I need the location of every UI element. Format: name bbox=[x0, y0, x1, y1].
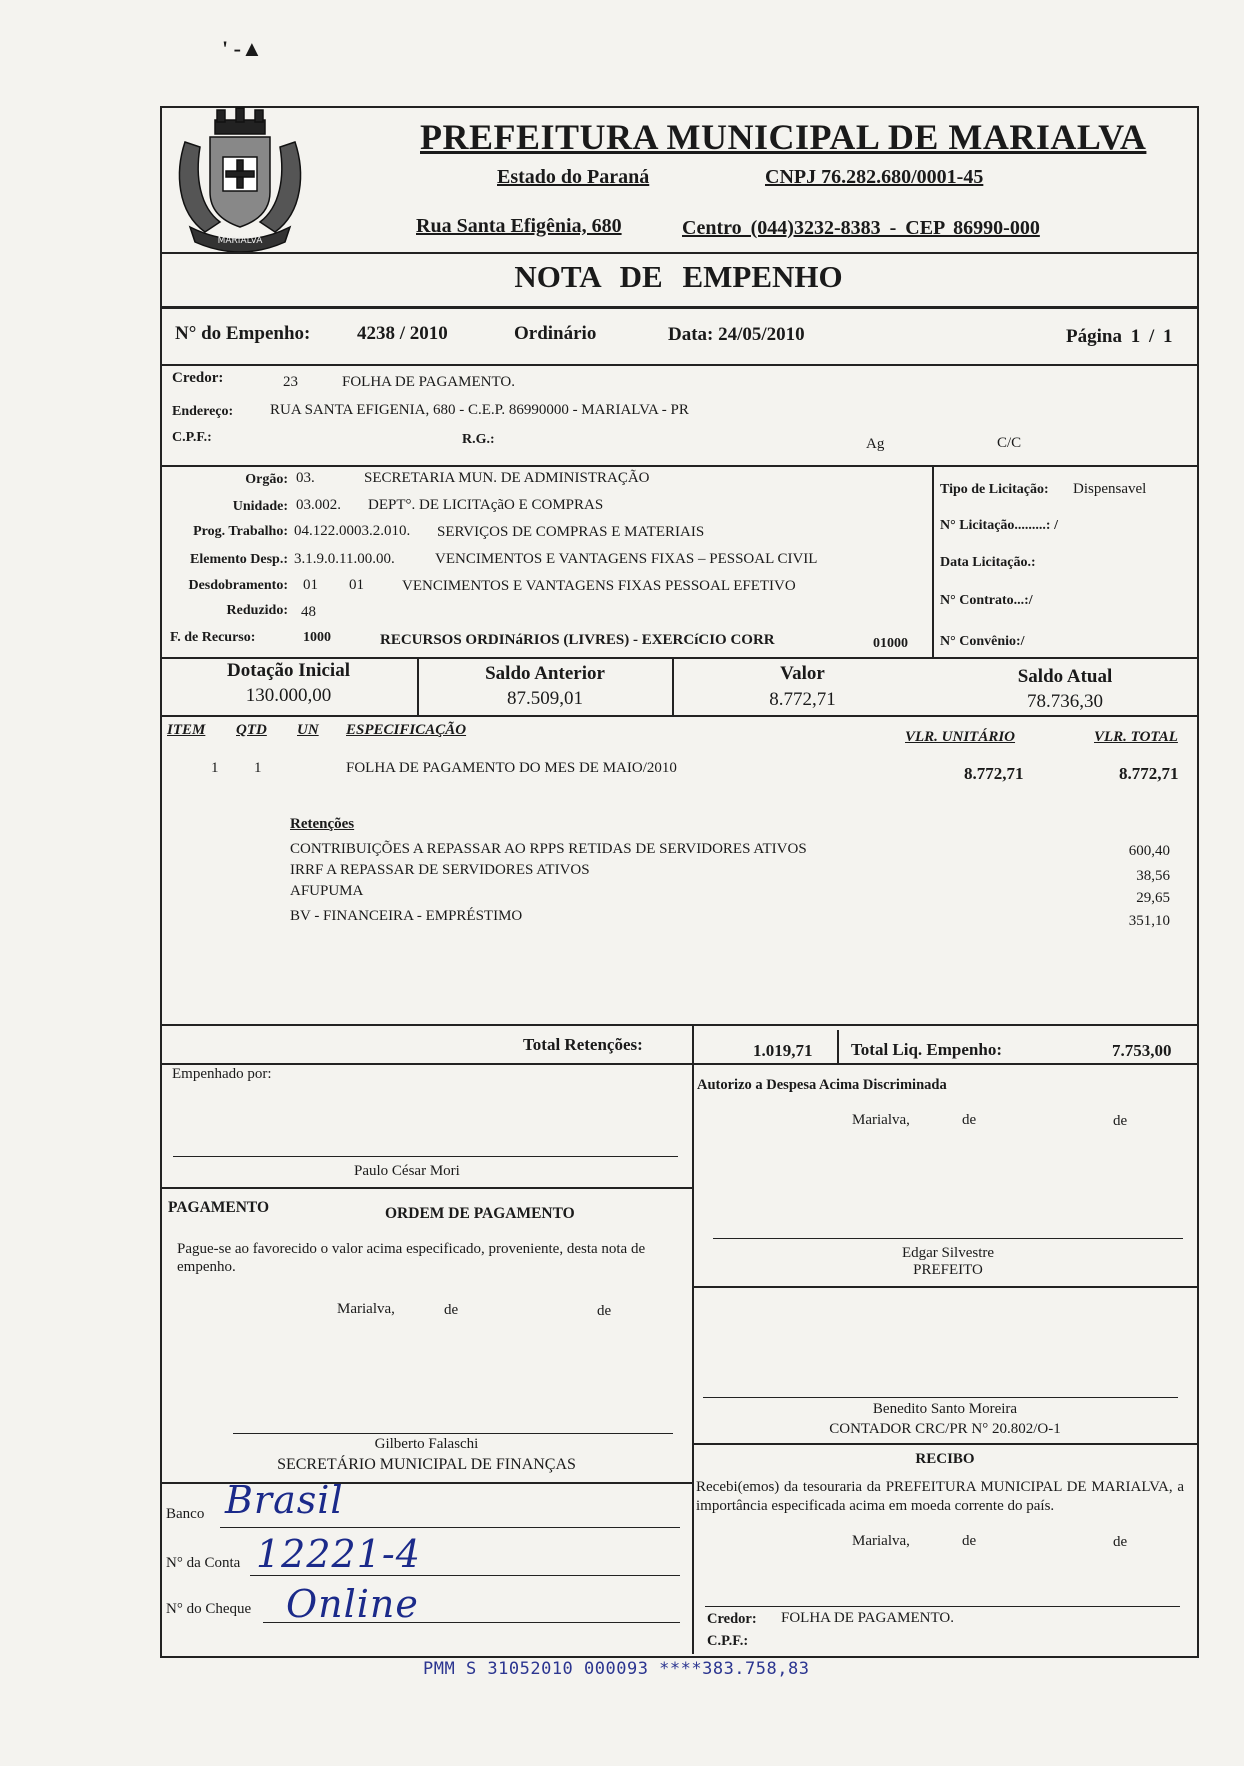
banco-label: Banco bbox=[166, 1506, 205, 1522]
pagamento-place: Marialva, bbox=[337, 1301, 395, 1317]
cpf-label: C.P.F.: bbox=[172, 430, 212, 445]
signature-line bbox=[703, 1397, 1178, 1398]
stray-mark: ' -▲ bbox=[222, 36, 263, 61]
secretario-role: SECRETÁRIO MUNICIPAL DE FINANÇAS bbox=[277, 1456, 576, 1473]
municipality-title: PREFEITURA MUNICIPAL DE MARIALVA bbox=[420, 117, 1147, 157]
field-line bbox=[220, 1527, 680, 1528]
pagamento-de: de bbox=[444, 1302, 459, 1318]
orgao-code: 03. bbox=[296, 470, 315, 486]
field-line bbox=[263, 1622, 680, 1623]
signature-line bbox=[713, 1238, 1183, 1239]
pagamento-de: de bbox=[597, 1303, 612, 1319]
col-un: UN bbox=[297, 722, 319, 738]
total-retencoes-value: 1.019,71 bbox=[753, 1041, 813, 1060]
item-total-value: 8.772,71 bbox=[1119, 764, 1179, 783]
total-liquido-label: Total Liq. Empenho: bbox=[851, 1040, 1002, 1059]
valor-label: Valor bbox=[780, 663, 825, 684]
fonte-desc: RECURSOS ORDINáRIOS (LIVRES) - EXERCíCIO CORR bbox=[380, 632, 775, 648]
fonte-label: F. de Recurso: bbox=[170, 630, 256, 645]
saldo-atual-value: 78.736,30 bbox=[1027, 691, 1103, 712]
fonte-code-2: 01000 bbox=[873, 636, 908, 651]
valor-value: 8.772,71 bbox=[769, 689, 836, 710]
divider bbox=[837, 1030, 839, 1064]
autorizo-name: Edgar Silvestre bbox=[901, 1245, 995, 1261]
retencao-value: 38,56 bbox=[1136, 868, 1170, 884]
saldo-anterior-label: Saldo Anterior bbox=[485, 663, 605, 684]
saldo-anterior-value: 87.509,01 bbox=[507, 688, 583, 709]
prog-label: Prog. Trabalho: bbox=[193, 524, 288, 539]
endereco-value: RUA SANTA EFIGENIA, 680 - C.E.P. 86990000 - MARIALVA - PR bbox=[270, 402, 689, 418]
agency-label: Ag bbox=[866, 436, 885, 452]
tipo-licitacao-value: Dispensavel bbox=[1073, 481, 1147, 497]
reduzido-label: Reduzido: bbox=[226, 603, 288, 618]
divider bbox=[693, 1286, 1197, 1288]
state-name: Estado do Paraná bbox=[497, 166, 650, 188]
rg-label: R.G.: bbox=[462, 432, 495, 447]
orgao-desc: SECRETARIA MUN. DE ADMINISTRAÇÃO bbox=[364, 470, 650, 486]
machine-print: PMM S 31052010 000093 ****383.758,83 bbox=[423, 1659, 810, 1679]
retencao-desc: IRRF A REPASSAR DE SERVIDORES ATIVOS bbox=[290, 862, 590, 878]
prog-code: 04.122.0003.2.010. bbox=[294, 523, 411, 539]
divider bbox=[160, 657, 1197, 659]
account-label: C/C bbox=[997, 435, 1022, 451]
divider bbox=[692, 1024, 694, 1066]
cnpj: CNPJ 76.282.680/0001-45 bbox=[765, 166, 984, 188]
empenhado-name: Paulo César Mori bbox=[354, 1163, 460, 1179]
divider bbox=[160, 252, 1197, 254]
signature-line bbox=[173, 1156, 678, 1157]
elemento-desc: VENCIMENTOS E VANTAGENS FIXAS – PESSOAL CIVIL bbox=[435, 551, 818, 567]
item-qtd: 1 bbox=[254, 760, 262, 776]
item-description: FOLHA DE PAGAMENTO DO MES DE MAIO/2010 bbox=[346, 760, 677, 776]
autorizo-de: de bbox=[962, 1112, 977, 1128]
secretario-name: Gilberto Falaschi bbox=[374, 1436, 479, 1452]
recibo-place: Marialva, bbox=[852, 1533, 910, 1549]
desdobramento-code: 01 bbox=[303, 577, 318, 593]
item-number: 1 bbox=[211, 760, 219, 776]
seal-text: MARIALVA bbox=[217, 236, 263, 246]
elemento-label: Elemento Desp.: bbox=[190, 552, 288, 567]
page-number: Página 1 / 1 bbox=[1066, 326, 1173, 347]
divider bbox=[160, 1187, 693, 1189]
contador-role: CONTADOR CRC/PR N° 20.802/O-1 bbox=[829, 1421, 1061, 1437]
retencao-value: 351,10 bbox=[1128, 913, 1170, 929]
address: Rua Santa Efigênia, 680 bbox=[416, 215, 622, 237]
total-liquido-value: 7.753,00 bbox=[1112, 1041, 1172, 1060]
divider bbox=[160, 1063, 1197, 1065]
autorizo-role: PREFEITO bbox=[913, 1262, 983, 1278]
divider bbox=[160, 1024, 1197, 1026]
ordem-pagamento-title: ORDEM DE PAGAMENTO bbox=[385, 1205, 575, 1222]
recibo-title: RECIBO bbox=[915, 1451, 975, 1467]
recibo-credor-value: FOLHA DE PAGAMENTO. bbox=[781, 1610, 954, 1626]
dotacao-value: 130.000,00 bbox=[245, 685, 332, 706]
banco-handwritten: Brasil bbox=[225, 1478, 344, 1522]
retencoes-title: Retenções bbox=[290, 816, 355, 832]
elemento-code: 3.1.9.0.11.00.00. bbox=[294, 551, 395, 567]
signature-line bbox=[233, 1433, 673, 1434]
recibo-cpf-label: C.P.F.: bbox=[707, 1633, 749, 1649]
divider bbox=[932, 465, 934, 659]
fonte-code: 1000 bbox=[303, 630, 331, 645]
empenho-type: Ordinário bbox=[514, 323, 597, 344]
retencao-desc: AFUPUMA bbox=[290, 883, 364, 899]
cheque-label: N° do Cheque bbox=[166, 1601, 252, 1617]
recibo-text: Recebi(emos) da tesouraria da PREFEITURA MUNICIPAL DE MARIALVA, a importância especificada acima em moeda corrente do país. bbox=[696, 1479, 1184, 1514]
col-qtd: QTD bbox=[236, 722, 267, 738]
divider bbox=[160, 715, 1197, 717]
col-item: ITEM bbox=[167, 722, 206, 738]
cheque-handwritten: Online bbox=[286, 1582, 419, 1626]
recibo-de: de bbox=[962, 1533, 977, 1549]
empenho-number: 4238 / 2010 bbox=[357, 323, 448, 344]
retencao-value: 29,65 bbox=[1136, 890, 1170, 906]
field-line bbox=[250, 1575, 680, 1576]
col-valor-total: VLR. TOTAL bbox=[1094, 729, 1178, 745]
unidade-label: Unidade: bbox=[232, 499, 288, 514]
empenho-label: N° do Empenho: bbox=[175, 323, 311, 344]
desdobramento-desc: VENCIMENTOS E VANTAGENS FIXAS PESSOAL EFETIVO bbox=[402, 578, 796, 594]
reduzido-value: 48 bbox=[301, 604, 316, 620]
unidade-desc: DEPT°. DE LICITAçãO E COMPRAS bbox=[368, 497, 604, 513]
numero-licitacao: N° Licitação.........: / bbox=[940, 518, 1058, 533]
divider bbox=[693, 1443, 1197, 1445]
dotacao-label: Dotação Inicial bbox=[227, 660, 350, 681]
retencao-value: 600,40 bbox=[1128, 843, 1170, 859]
unidade-code: 03.002. bbox=[296, 497, 341, 513]
desdobramento-subcode: 01 bbox=[349, 577, 364, 593]
autorizo-de: de bbox=[1113, 1113, 1128, 1129]
numero-convenio: N° Convênio:/ bbox=[940, 634, 1025, 649]
recibo-credor-label: Credor: bbox=[707, 1611, 757, 1627]
tipo-licitacao-label: Tipo de Licitação: bbox=[940, 482, 1049, 497]
coat-of-arms-icon bbox=[165, 102, 315, 252]
divider bbox=[160, 306, 1197, 309]
recibo-de: de bbox=[1113, 1534, 1128, 1550]
col-valor-unitario: VLR. UNITÁRIO bbox=[905, 729, 1016, 745]
autorizo-place: Marialva, bbox=[852, 1112, 910, 1128]
pagamento-text: Pague-se ao favorecido o valor acima especificado, proveniente, desta nota de empenho. bbox=[177, 1241, 646, 1275]
data-licitacao: Data Licitação.: bbox=[940, 555, 1036, 570]
pagamento-label: PAGAMENTO bbox=[168, 1199, 270, 1216]
empenho-date: Data: 24/05/2010 bbox=[668, 324, 805, 345]
divider bbox=[160, 364, 1197, 366]
retencao-desc: CONTRIBUIÇÕES A REPASSAR AO RPPS RETIDAS DE SERVIDORES ATIVOS bbox=[290, 841, 807, 857]
contador-name: Benedito Santo Moreira bbox=[872, 1401, 1018, 1417]
divider bbox=[160, 465, 1197, 467]
desdobramento-label: Desdobramento: bbox=[188, 578, 288, 593]
district-phone-cep: Centro (044)3232-8383 - CEP 86990-000 bbox=[682, 217, 1040, 239]
signature-line bbox=[705, 1606, 1180, 1607]
prog-desc: SERVIÇOS DE COMPRAS E MATERIAIS bbox=[437, 524, 705, 540]
saldo-atual-label: Saldo Atual bbox=[1017, 666, 1113, 687]
retencao-desc: BV - FINANCEIRA - EMPRÉSTIMO bbox=[290, 908, 523, 924]
total-retencoes-label: Total Retenções: bbox=[523, 1035, 643, 1054]
empenhado-label: Empenhado por: bbox=[172, 1066, 272, 1082]
credor-code: 23 bbox=[283, 374, 298, 390]
numero-contrato: N° Contrato...:/ bbox=[940, 593, 1033, 608]
divider bbox=[692, 1063, 694, 1654]
credor-name: FOLHA DE PAGAMENTO. bbox=[342, 374, 515, 390]
credor-label: Credor: bbox=[172, 370, 224, 386]
orgao-label: Orgão: bbox=[245, 472, 288, 487]
document-title: NOTA DE EMPENHO bbox=[514, 259, 843, 294]
autorizo-title: Autorizo a Despesa Acima Discriminada bbox=[697, 1077, 947, 1093]
endereco-label: Endereço: bbox=[172, 404, 234, 419]
conta-handwritten: 12221-4 bbox=[256, 1532, 421, 1576]
conta-label: N° da Conta bbox=[166, 1555, 241, 1571]
col-especificacao: ESPECIFICAÇÃO bbox=[346, 722, 467, 738]
item-unit-value: 8.772,71 bbox=[964, 764, 1024, 783]
